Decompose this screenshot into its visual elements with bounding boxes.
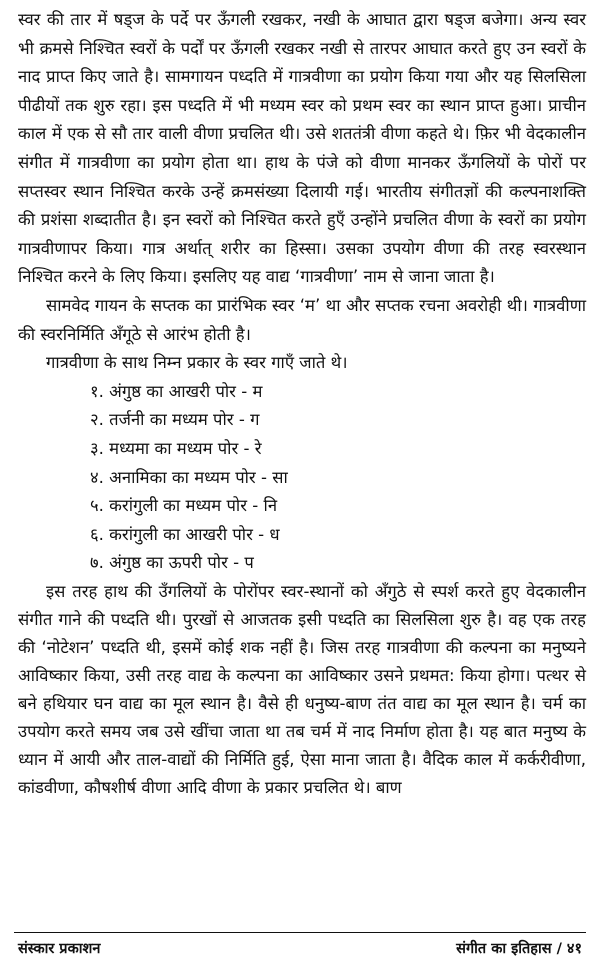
publisher-name: संस्कार प्रकाशन <box>18 941 101 957</box>
list-item: ३. मध्यमा का मध्यम पोर - रे <box>90 438 262 458</box>
list-item: ५. करांगुली का मध्यम पोर - नि <box>90 496 278 516</box>
list-item: १. अंगुष्ठ का आखरी पोर - म <box>90 381 263 401</box>
list-item: ६. करांगुली का आखरी पोर - ध <box>90 524 280 544</box>
page-footer <box>18 938 582 958</box>
paragraph: सामवेद गायन के सप्तक का प्रारंभिक स्वर ‘म’ था और सप्तक रचना अवरोही थी। गात्रवीणा की स्वरनिर्मिति अँगूठे से आरंभ होती है। <box>18 295 586 344</box>
paragraph: स्वर की तार में षड्ज के पर्दे पर ऊँगली रखकर, नखी के आघात द्वारा षड्ज बजेगा। अन्य स्वर भी क्रमसे निश्चित स्वरों के पर्दों पर ऊँगली रखकर नखी से तारपर आघात करते हुए उन स्वरों के नाद प्राप्त किए जाते है। सामगायन पध्दति में गात्रवीणा का प्रयोग किया गया और यह सिलसिला पीढीयों तक शुरु रहा। इस पध्दति में भी मध्यम स्वर को प्रथम स्वर का स्थान प्राप्त हुआ। प्राचीन काल में एक से सौ तार वाली वीणा प्रचलित थी। उसे शततंत्री वीणा कहते थे। फ़िर भी वेदकालीन संगीत में गात्रवीणा का प्रयोग होता था। हाथ के पंजे को वीणा मानकर ऊँगलियों के पोरों पर सप्तस्वर स्थान निश्चित करके उन्हें क्रमसंख्या दिलायी गई। भारतीय संगीतज्ञों की कल्पनाशक्ति की प्रशंसा शब्दातीत है। इन स्वरों को निश्चित करते हुएँ उन्होंने प्रचलित वीणा के स्वरों का प्रयोग गात्रवीणापर किया। गात्र अर्थात् शरीर का हिस्सा। उसका उपयोग वीणा की तरह स्वरस्थान निश्चित करने के लिए किया। इसलिए यह वाद्य ‘गात्रवीणा’ नाम से जाना जाता है। <box>18 10 586 287</box>
swara-list <box>18 378 586 578</box>
list-item: ७. अंगुष्ठ का ऊपरी पोर - प <box>90 553 254 573</box>
paragraph: इस तरह हाथ की उँगलियों के पोरोंपर स्वर-स्थानों को अँगुठे से स्पर्श करते हुए वेदकालीन संगीत गाने की पध्दति थी। पुरखों से आजतक इसी पध्दति का सिलसिला शुरु है। वह एक तरह की ‘नोटेशन’ पध्दति थी, इसमें कोई शक नहीं है। जिस तरह गात्रवीणा की कल्पना का मनुष्यने आविष्कार किया, उसी तरह वाद्य के कल्पना का आविष्कार उसने प्रथमत: किया होगा। पत्थर से बने हथियार घन वाद्य का मूल स्थान है। वैसे ही धनुष्य-बाण तंत वाद्य का मूल स्थान है। चर्म का उपयोग करते समय जब उसे खींचा जाता था तब चर्म में नाद निर्माण होता है। यह बात मनुष्य के ध्यान में आयी और ताल-वाद्यों की निर्मिति हुई, ऐसा माना जाता है। वैदिक काल में कर्करीवीणा, कांडवीणा, कौषशीर्ष वीणा आदि वीणा के प्रकार प्रचलित थे। बाण <box>18 581 586 797</box>
footer-divider <box>14 932 586 933</box>
paragraph: गात्रवीणा के साथ निम्न प्रकार के स्वर गाएँ जाते थे। <box>46 353 348 373</box>
list-item: ४. अनामिका का मध्यम पोर - सा <box>90 467 288 487</box>
body-text <box>18 6 586 802</box>
list-item: २. तर्जनी का मध्यम पोर - ग <box>90 410 260 430</box>
book-title-page-number: संगीत का इतिहास / ४१ <box>456 941 582 957</box>
